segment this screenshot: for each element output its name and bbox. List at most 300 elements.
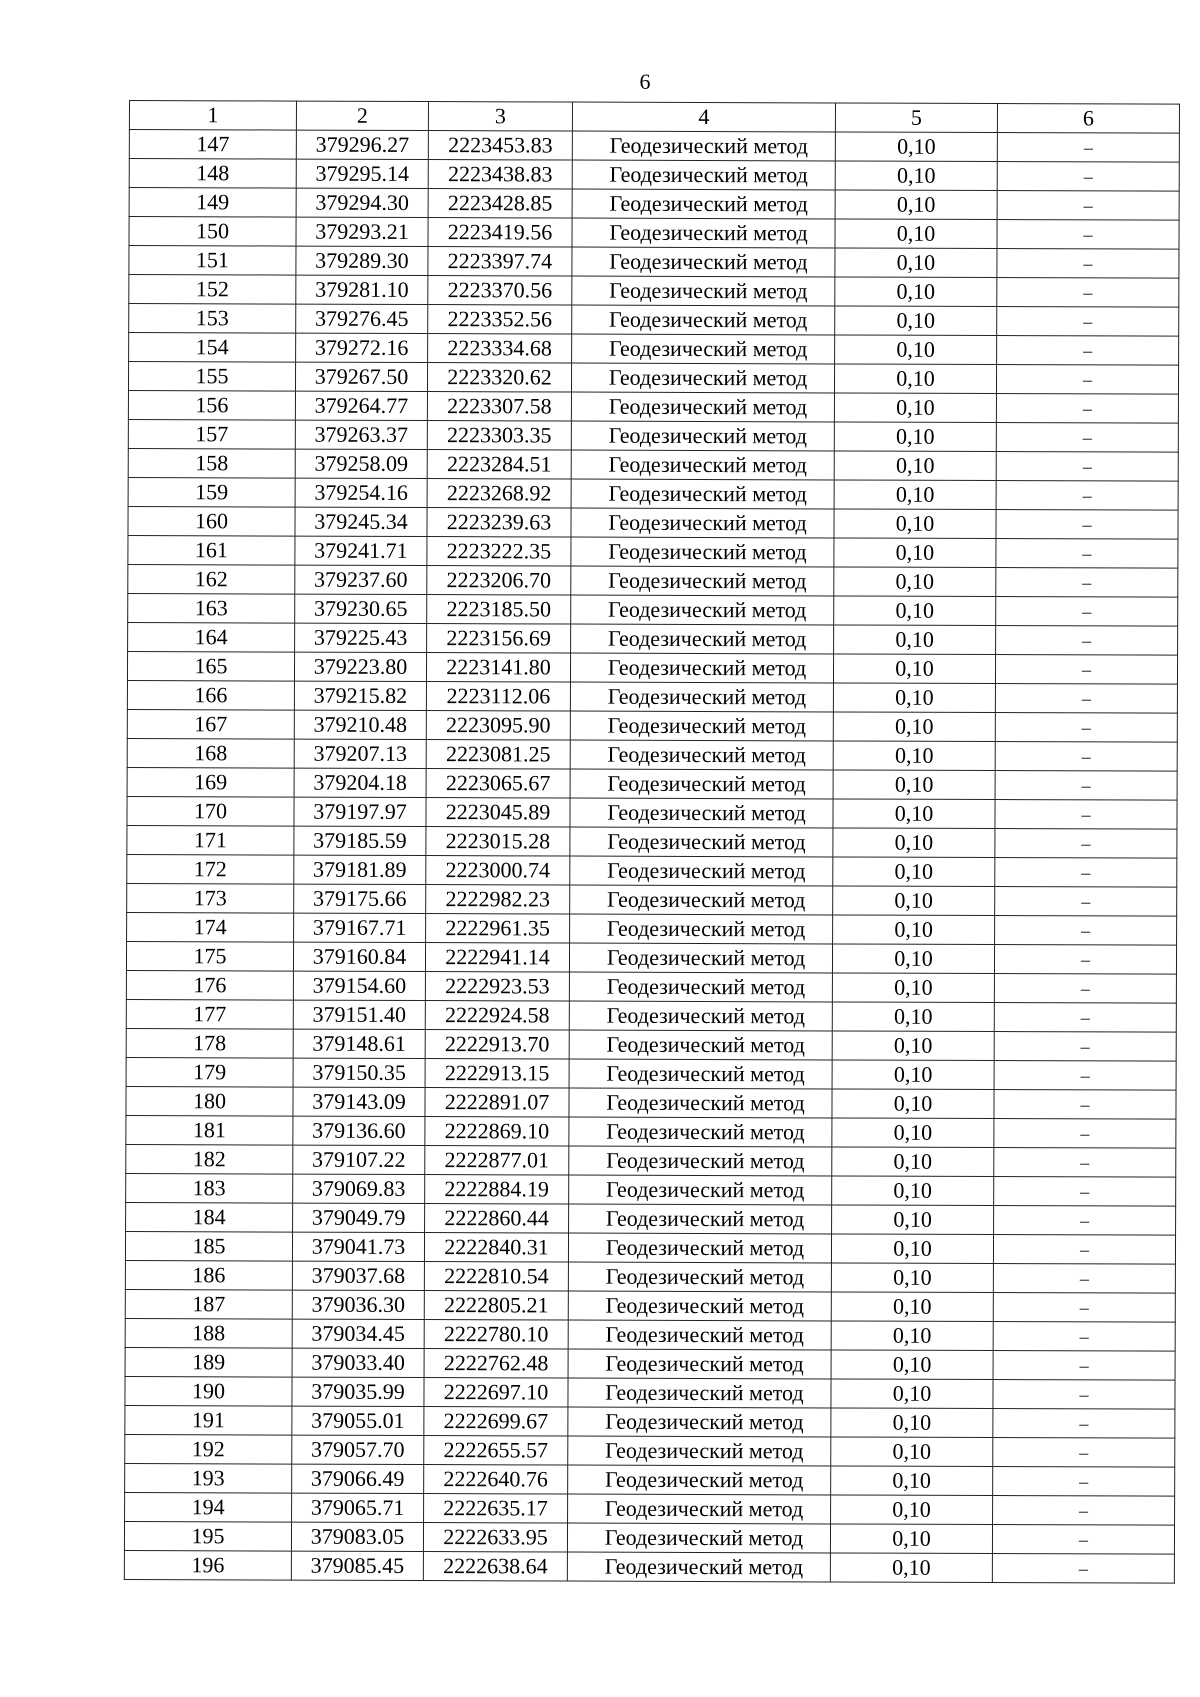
accuracy-cell: 0,10 xyxy=(832,1089,994,1119)
accuracy-cell: 0,10 xyxy=(831,1379,993,1409)
table-row xyxy=(128,448,1178,481)
x-coordinate-cell: 379034.45 xyxy=(292,1319,424,1348)
accuracy-cell: 0,10 xyxy=(831,1350,993,1380)
point-number-cell: 189 xyxy=(125,1347,292,1377)
y-coordinate-cell: 2222697.10 xyxy=(424,1378,568,1408)
method-cell: Геодезический метод xyxy=(569,943,832,973)
y-coordinate-cell: 2223303.35 xyxy=(427,421,571,451)
method-cell: Геодезический метод xyxy=(571,537,834,567)
table-row xyxy=(125,1260,1175,1293)
point-number-cell: 195 xyxy=(124,1521,291,1551)
note-cell: – xyxy=(997,162,1179,192)
y-coordinate-cell: 2223428.85 xyxy=(428,189,572,219)
table-row xyxy=(125,1318,1175,1351)
y-coordinate-cell: 2223268.92 xyxy=(427,479,571,509)
y-coordinate-cell: 2222762.48 xyxy=(424,1349,568,1379)
point-number-cell: 180 xyxy=(126,1086,293,1116)
table-row xyxy=(126,1028,1176,1061)
point-number-cell: 155 xyxy=(128,362,295,392)
column-header: 3 xyxy=(428,102,572,132)
y-coordinate-cell: 2223206.70 xyxy=(427,566,571,596)
note-cell: – xyxy=(997,191,1179,221)
point-number-cell: 171 xyxy=(127,825,294,855)
x-coordinate-cell: 379263.37 xyxy=(295,420,427,449)
table-row xyxy=(128,506,1178,539)
accuracy-cell: 0,10 xyxy=(833,712,995,742)
column-header: 1 xyxy=(129,101,296,131)
method-cell: Геодезический метод xyxy=(568,1465,831,1495)
column-header: 5 xyxy=(835,103,997,133)
point-number-cell: 167 xyxy=(127,709,294,739)
accuracy-cell: 0,10 xyxy=(835,335,997,365)
note-cell: – xyxy=(994,1032,1176,1062)
y-coordinate-cell: 2223307.58 xyxy=(427,392,571,422)
x-coordinate-cell: 379237.60 xyxy=(295,565,427,594)
x-coordinate-cell: 379136.60 xyxy=(293,1116,425,1145)
accuracy-cell: 0,10 xyxy=(833,799,995,829)
table-row xyxy=(129,188,1179,221)
y-coordinate-cell: 2222810.54 xyxy=(424,1262,568,1292)
point-number-cell: 184 xyxy=(126,1202,293,1232)
method-cell: Геодезический метод xyxy=(569,1030,832,1060)
note-cell: – xyxy=(996,394,1178,424)
method-cell: Геодезический метод xyxy=(568,1320,831,1350)
point-number-cell: 164 xyxy=(128,622,295,652)
method-cell: Геодезический метод xyxy=(569,1001,832,1031)
x-coordinate-cell: 379085.45 xyxy=(291,1551,423,1580)
method-cell: Геодезический метод xyxy=(569,1175,832,1205)
point-number-cell: 168 xyxy=(127,738,294,768)
accuracy-cell: 0,10 xyxy=(833,886,995,916)
accuracy-cell: 0,10 xyxy=(833,915,995,945)
method-cell: Геодезический метод xyxy=(572,131,835,161)
note-cell: – xyxy=(994,1090,1176,1120)
accuracy-cell: 0,10 xyxy=(831,1263,993,1293)
accuracy-cell: 0,10 xyxy=(834,596,996,626)
x-coordinate-cell: 379160.84 xyxy=(293,942,425,971)
accuracy-cell: 0,10 xyxy=(835,161,997,191)
note-cell: – xyxy=(996,481,1178,511)
y-coordinate-cell: 2222655.57 xyxy=(424,1436,568,1466)
method-cell: Геодезический метод xyxy=(569,972,832,1002)
x-coordinate-cell: 379143.09 xyxy=(293,1087,425,1116)
point-number-cell: 183 xyxy=(126,1173,293,1203)
x-coordinate-cell: 379041.73 xyxy=(292,1232,424,1261)
note-cell: – xyxy=(997,220,1179,250)
x-coordinate-cell: 379241.71 xyxy=(295,536,427,565)
y-coordinate-cell: 2222877.01 xyxy=(425,1146,569,1176)
note-cell: – xyxy=(993,1496,1175,1526)
table-row xyxy=(127,796,1177,829)
accuracy-cell: 0,10 xyxy=(833,828,995,858)
accuracy-cell: 0,10 xyxy=(831,1437,993,1467)
note-cell: – xyxy=(996,626,1178,656)
method-cell: Геодезический метод xyxy=(570,798,833,828)
table-row xyxy=(124,1550,1174,1583)
point-number-cell: 157 xyxy=(128,419,295,449)
accuracy-cell: 0,10 xyxy=(832,1060,994,1090)
note-cell: – xyxy=(992,1525,1174,1555)
y-coordinate-cell: 2222805.21 xyxy=(424,1291,568,1321)
point-number-cell: 187 xyxy=(125,1289,292,1319)
method-cell: Геодезический метод xyxy=(571,450,834,480)
note-cell: – xyxy=(994,974,1176,1004)
note-cell: – xyxy=(994,945,1176,975)
y-coordinate-cell: 2222961.35 xyxy=(426,914,570,944)
note-cell: – xyxy=(994,1003,1176,1033)
note-cell: – xyxy=(997,249,1179,279)
accuracy-cell: 0,10 xyxy=(834,364,996,394)
table-row xyxy=(129,217,1179,250)
note-cell: – xyxy=(996,568,1178,598)
point-number-cell: 185 xyxy=(125,1231,292,1261)
accuracy-cell: 0,10 xyxy=(830,1524,992,1554)
method-cell: Геодезический метод xyxy=(570,827,833,857)
table-row xyxy=(126,999,1176,1032)
x-coordinate-cell: 379245.34 xyxy=(295,507,427,536)
note-cell: – xyxy=(995,829,1177,859)
y-coordinate-cell: 2223334.68 xyxy=(428,334,572,364)
x-coordinate-cell: 379036.30 xyxy=(292,1290,424,1319)
point-number-cell: 196 xyxy=(124,1550,291,1580)
note-cell: – xyxy=(995,684,1177,714)
x-coordinate-cell: 379215.82 xyxy=(294,681,426,710)
accuracy-cell: 0,10 xyxy=(835,219,997,249)
table-row xyxy=(125,1492,1175,1525)
method-cell: Геодезический метод xyxy=(571,421,834,451)
x-coordinate-cell: 379175.66 xyxy=(294,884,426,913)
note-cell: – xyxy=(996,539,1178,569)
method-cell: Геодезический метод xyxy=(568,1349,831,1379)
accuracy-cell: 0,10 xyxy=(834,509,996,539)
table-row xyxy=(128,390,1178,423)
note-cell: – xyxy=(996,423,1178,453)
x-coordinate-cell: 379223.80 xyxy=(294,652,426,681)
table-row xyxy=(127,912,1177,945)
accuracy-cell: 0,10 xyxy=(830,1553,992,1583)
point-number-cell: 151 xyxy=(129,246,296,276)
x-coordinate-cell: 379057.70 xyxy=(292,1435,424,1464)
x-coordinate-cell: 379107.22 xyxy=(293,1145,425,1174)
accuracy-cell: 0,10 xyxy=(834,422,996,452)
method-cell: Геодезический метод xyxy=(568,1494,831,1524)
x-coordinate-cell: 379148.61 xyxy=(293,1029,425,1058)
table-row xyxy=(125,1376,1175,1409)
point-number-cell: 160 xyxy=(128,506,295,536)
point-number-cell: 174 xyxy=(127,912,294,942)
method-cell: Геодезический метод xyxy=(568,1378,831,1408)
y-coordinate-cell: 2222982.23 xyxy=(426,885,570,915)
x-coordinate-cell: 379150.35 xyxy=(293,1058,425,1087)
method-cell: Геодезический метод xyxy=(571,624,834,654)
x-coordinate-cell: 379207.13 xyxy=(294,739,426,768)
accuracy-cell: 0,10 xyxy=(835,190,997,220)
x-coordinate-cell: 379225.43 xyxy=(295,623,427,652)
note-cell: – xyxy=(995,887,1177,917)
table-row xyxy=(129,130,1179,163)
y-coordinate-cell: 2223045.89 xyxy=(426,798,570,828)
table-row xyxy=(128,535,1178,568)
table-row xyxy=(128,477,1178,510)
x-coordinate-cell: 379167.71 xyxy=(294,913,426,942)
y-coordinate-cell: 2223352.56 xyxy=(428,305,572,335)
y-coordinate-cell: 2222699.67 xyxy=(424,1407,568,1437)
table-body xyxy=(124,130,1179,1584)
table-row xyxy=(126,1086,1176,1119)
method-cell: Геодезический метод xyxy=(568,1233,831,1263)
accuracy-cell: 0,10 xyxy=(833,741,995,771)
table-row xyxy=(125,1231,1175,1264)
x-coordinate-cell: 379049.79 xyxy=(293,1203,425,1232)
x-coordinate-cell: 379258.09 xyxy=(295,449,427,478)
accuracy-cell: 0,10 xyxy=(835,306,997,336)
note-cell: – xyxy=(993,1438,1175,1468)
y-coordinate-cell: 2222884.19 xyxy=(425,1175,569,1205)
note-cell: – xyxy=(995,713,1177,743)
table-row xyxy=(124,1521,1174,1554)
x-coordinate-cell: 379154.60 xyxy=(293,971,425,1000)
method-cell: Геодезический метод xyxy=(571,479,834,509)
y-coordinate-cell: 2223438.83 xyxy=(428,160,572,190)
y-coordinate-cell: 2223397.74 xyxy=(428,247,572,277)
table-row xyxy=(129,333,1179,366)
point-number-cell: 193 xyxy=(125,1463,292,1493)
point-number-cell: 163 xyxy=(128,593,295,623)
x-coordinate-cell: 379204.18 xyxy=(294,768,426,797)
x-coordinate-cell: 379295.14 xyxy=(296,159,428,188)
column-header: 2 xyxy=(296,101,428,130)
accuracy-cell: 0,10 xyxy=(832,1176,994,1206)
table-row xyxy=(126,1202,1176,1235)
table-row xyxy=(128,593,1178,626)
point-number-cell: 147 xyxy=(129,130,296,160)
accuracy-cell: 0,10 xyxy=(834,625,996,655)
y-coordinate-cell: 2222638.64 xyxy=(423,1552,567,1582)
x-coordinate-cell: 379294.30 xyxy=(296,188,428,217)
method-cell: Геодезический метод xyxy=(571,595,834,625)
table-row xyxy=(125,1289,1175,1322)
method-cell: Геодезический метод xyxy=(569,1088,832,1118)
method-cell: Геодезический метод xyxy=(570,653,833,683)
point-number-cell: 170 xyxy=(127,796,294,826)
y-coordinate-cell: 2222924.58 xyxy=(425,1001,569,1031)
table-row xyxy=(127,709,1177,742)
x-coordinate-cell: 379185.59 xyxy=(294,826,426,855)
y-coordinate-cell: 2223453.83 xyxy=(428,131,572,161)
method-cell: Геодезический метод xyxy=(569,1059,832,1089)
point-number-cell: 148 xyxy=(129,159,296,189)
accuracy-cell: 0,10 xyxy=(831,1321,993,1351)
x-coordinate-cell: 379035.99 xyxy=(292,1377,424,1406)
x-coordinate-cell: 379151.40 xyxy=(293,1000,425,1029)
point-number-cell: 172 xyxy=(127,854,294,884)
point-number-cell: 190 xyxy=(125,1376,292,1406)
x-coordinate-cell: 379037.68 xyxy=(292,1261,424,1290)
method-cell: Геодезический метод xyxy=(570,885,833,915)
accuracy-cell: 0,10 xyxy=(832,1118,994,1148)
x-coordinate-cell: 379254.16 xyxy=(295,478,427,507)
note-cell: – xyxy=(997,278,1179,308)
method-cell: Геодезический метод xyxy=(568,1436,831,1466)
y-coordinate-cell: 2223222.35 xyxy=(427,537,571,567)
table-header-row xyxy=(129,101,1179,134)
note-cell: – xyxy=(996,452,1178,482)
y-coordinate-cell: 2222941.14 xyxy=(425,943,569,973)
column-header: 4 xyxy=(572,102,835,132)
accuracy-cell: 0,10 xyxy=(832,1205,994,1235)
x-coordinate-cell: 379066.49 xyxy=(292,1464,424,1493)
y-coordinate-cell: 2222869.10 xyxy=(425,1117,569,1147)
x-coordinate-cell: 379281.10 xyxy=(296,275,428,304)
accuracy-cell: 0,10 xyxy=(833,770,995,800)
x-coordinate-cell: 379272.16 xyxy=(296,333,428,362)
accuracy-cell: 0,10 xyxy=(831,1495,993,1525)
note-cell: – xyxy=(993,1409,1175,1439)
note-cell: – xyxy=(997,336,1179,366)
method-cell: Геодезический метод xyxy=(570,914,833,944)
note-cell: – xyxy=(996,365,1178,395)
point-number-cell: 176 xyxy=(126,970,293,1000)
note-cell: – xyxy=(994,1148,1176,1178)
accuracy-cell: 0,10 xyxy=(834,393,996,423)
x-coordinate-cell: 379293.21 xyxy=(296,217,428,246)
y-coordinate-cell: 2223000.74 xyxy=(426,856,570,886)
method-cell: Геодезический метод xyxy=(569,1117,832,1147)
y-coordinate-cell: 2223239.63 xyxy=(427,508,571,538)
table-row xyxy=(126,1144,1176,1177)
table-row xyxy=(126,1173,1176,1206)
x-coordinate-cell: 379276.45 xyxy=(296,304,428,333)
note-cell: – xyxy=(997,307,1179,337)
y-coordinate-cell: 2223141.80 xyxy=(426,653,570,683)
table-row xyxy=(125,1434,1175,1467)
table-row xyxy=(127,854,1177,887)
x-coordinate-cell: 379065.71 xyxy=(292,1493,424,1522)
x-coordinate-cell: 379289.30 xyxy=(296,246,428,275)
note-cell: – xyxy=(995,858,1177,888)
accuracy-cell: 0,10 xyxy=(833,683,995,713)
note-cell: – xyxy=(992,1554,1174,1584)
note-cell: – xyxy=(997,133,1179,163)
point-number-cell: 165 xyxy=(127,651,294,681)
method-cell: Геодезический метод xyxy=(570,682,833,712)
note-cell: – xyxy=(993,1293,1175,1323)
page-number: 6 xyxy=(639,69,651,94)
accuracy-cell: 0,10 xyxy=(832,944,994,974)
point-number-cell: 191 xyxy=(125,1405,292,1435)
point-number-cell: 177 xyxy=(126,999,293,1029)
x-coordinate-cell: 379210.48 xyxy=(294,710,426,739)
point-number-cell: 158 xyxy=(128,448,295,478)
method-cell: Геодезический метод xyxy=(570,740,833,770)
x-coordinate-cell: 379264.77 xyxy=(295,391,427,420)
point-number-cell: 179 xyxy=(126,1057,293,1087)
accuracy-cell: 0,10 xyxy=(835,248,997,278)
x-coordinate-cell: 379181.89 xyxy=(294,855,426,884)
table-row xyxy=(128,362,1178,395)
method-cell: Геодезический метод xyxy=(571,392,834,422)
method-cell: Геодезический метод xyxy=(572,247,835,277)
point-number-cell: 150 xyxy=(129,217,296,247)
x-coordinate-cell: 379230.65 xyxy=(295,594,427,623)
y-coordinate-cell: 2222913.15 xyxy=(425,1059,569,1089)
y-coordinate-cell: 2223065.67 xyxy=(426,769,570,799)
y-coordinate-cell: 2222840.31 xyxy=(424,1233,568,1263)
table-row xyxy=(127,738,1177,771)
y-coordinate-cell: 2223320.62 xyxy=(427,363,571,393)
method-cell: Геодезический метод xyxy=(572,218,835,248)
table-row xyxy=(127,680,1177,713)
y-coordinate-cell: 2223156.69 xyxy=(427,624,571,654)
y-coordinate-cell: 2222633.95 xyxy=(423,1523,567,1553)
method-cell: Геодезический метод xyxy=(571,363,834,393)
note-cell: – xyxy=(995,916,1177,946)
method-cell: Геодезический метод xyxy=(567,1523,830,1553)
note-cell: – xyxy=(995,771,1177,801)
x-coordinate-cell: 379296.27 xyxy=(296,130,428,159)
method-cell: Геодезический метод xyxy=(570,711,833,741)
x-coordinate-cell: 379055.01 xyxy=(292,1406,424,1435)
table-row xyxy=(126,1115,1176,1148)
point-number-cell: 181 xyxy=(126,1115,293,1145)
y-coordinate-cell: 2223419.56 xyxy=(428,218,572,248)
note-cell: – xyxy=(994,1119,1176,1149)
method-cell: Геодезический метод xyxy=(570,856,833,886)
y-coordinate-cell: 2222780.10 xyxy=(424,1320,568,1350)
table-row xyxy=(128,419,1178,452)
table-row xyxy=(129,246,1179,279)
y-coordinate-cell: 2222640.76 xyxy=(424,1465,568,1495)
point-number-cell: 188 xyxy=(125,1318,292,1348)
note-cell: – xyxy=(993,1264,1175,1294)
method-cell: Геодезический метод xyxy=(569,1146,832,1176)
method-cell: Геодезический метод xyxy=(570,769,833,799)
y-coordinate-cell: 2223185.50 xyxy=(427,595,571,625)
note-cell: – xyxy=(996,597,1178,627)
y-coordinate-cell: 2222891.07 xyxy=(425,1088,569,1118)
accuracy-cell: 0,10 xyxy=(831,1408,993,1438)
method-cell: Геодезический метод xyxy=(571,566,834,596)
method-cell: Геодезический метод xyxy=(572,160,835,190)
accuracy-cell: 0,10 xyxy=(831,1292,993,1322)
table-row xyxy=(126,941,1176,974)
point-number-cell: 149 xyxy=(129,188,296,218)
accuracy-cell: 0,10 xyxy=(834,567,996,597)
column-header: 6 xyxy=(997,104,1179,134)
method-cell: Геодезический метод xyxy=(572,189,835,219)
x-coordinate-cell: 379083.05 xyxy=(291,1522,423,1551)
method-cell: Геодезический метод xyxy=(572,334,835,364)
y-coordinate-cell: 2223095.90 xyxy=(426,711,570,741)
point-number-cell: 161 xyxy=(128,535,295,565)
accuracy-cell: 0,10 xyxy=(833,857,995,887)
table-row xyxy=(125,1405,1175,1438)
note-cell: – xyxy=(993,1351,1175,1381)
point-number-cell: 156 xyxy=(128,390,295,420)
accuracy-cell: 0,10 xyxy=(831,1466,993,1496)
method-cell: Геодезический метод xyxy=(568,1262,831,1292)
note-cell: – xyxy=(996,510,1178,540)
y-coordinate-cell: 2222913.70 xyxy=(425,1030,569,1060)
y-coordinate-cell: 2223112.06 xyxy=(426,682,570,712)
table-row xyxy=(129,159,1179,192)
note-cell: – xyxy=(994,1061,1176,1091)
x-coordinate-cell: 379069.83 xyxy=(293,1174,425,1203)
point-number-cell: 194 xyxy=(125,1492,292,1522)
accuracy-cell: 0,10 xyxy=(832,1147,994,1177)
x-coordinate-cell: 379267.50 xyxy=(295,362,427,391)
method-cell: Геодезический метод xyxy=(567,1552,830,1582)
